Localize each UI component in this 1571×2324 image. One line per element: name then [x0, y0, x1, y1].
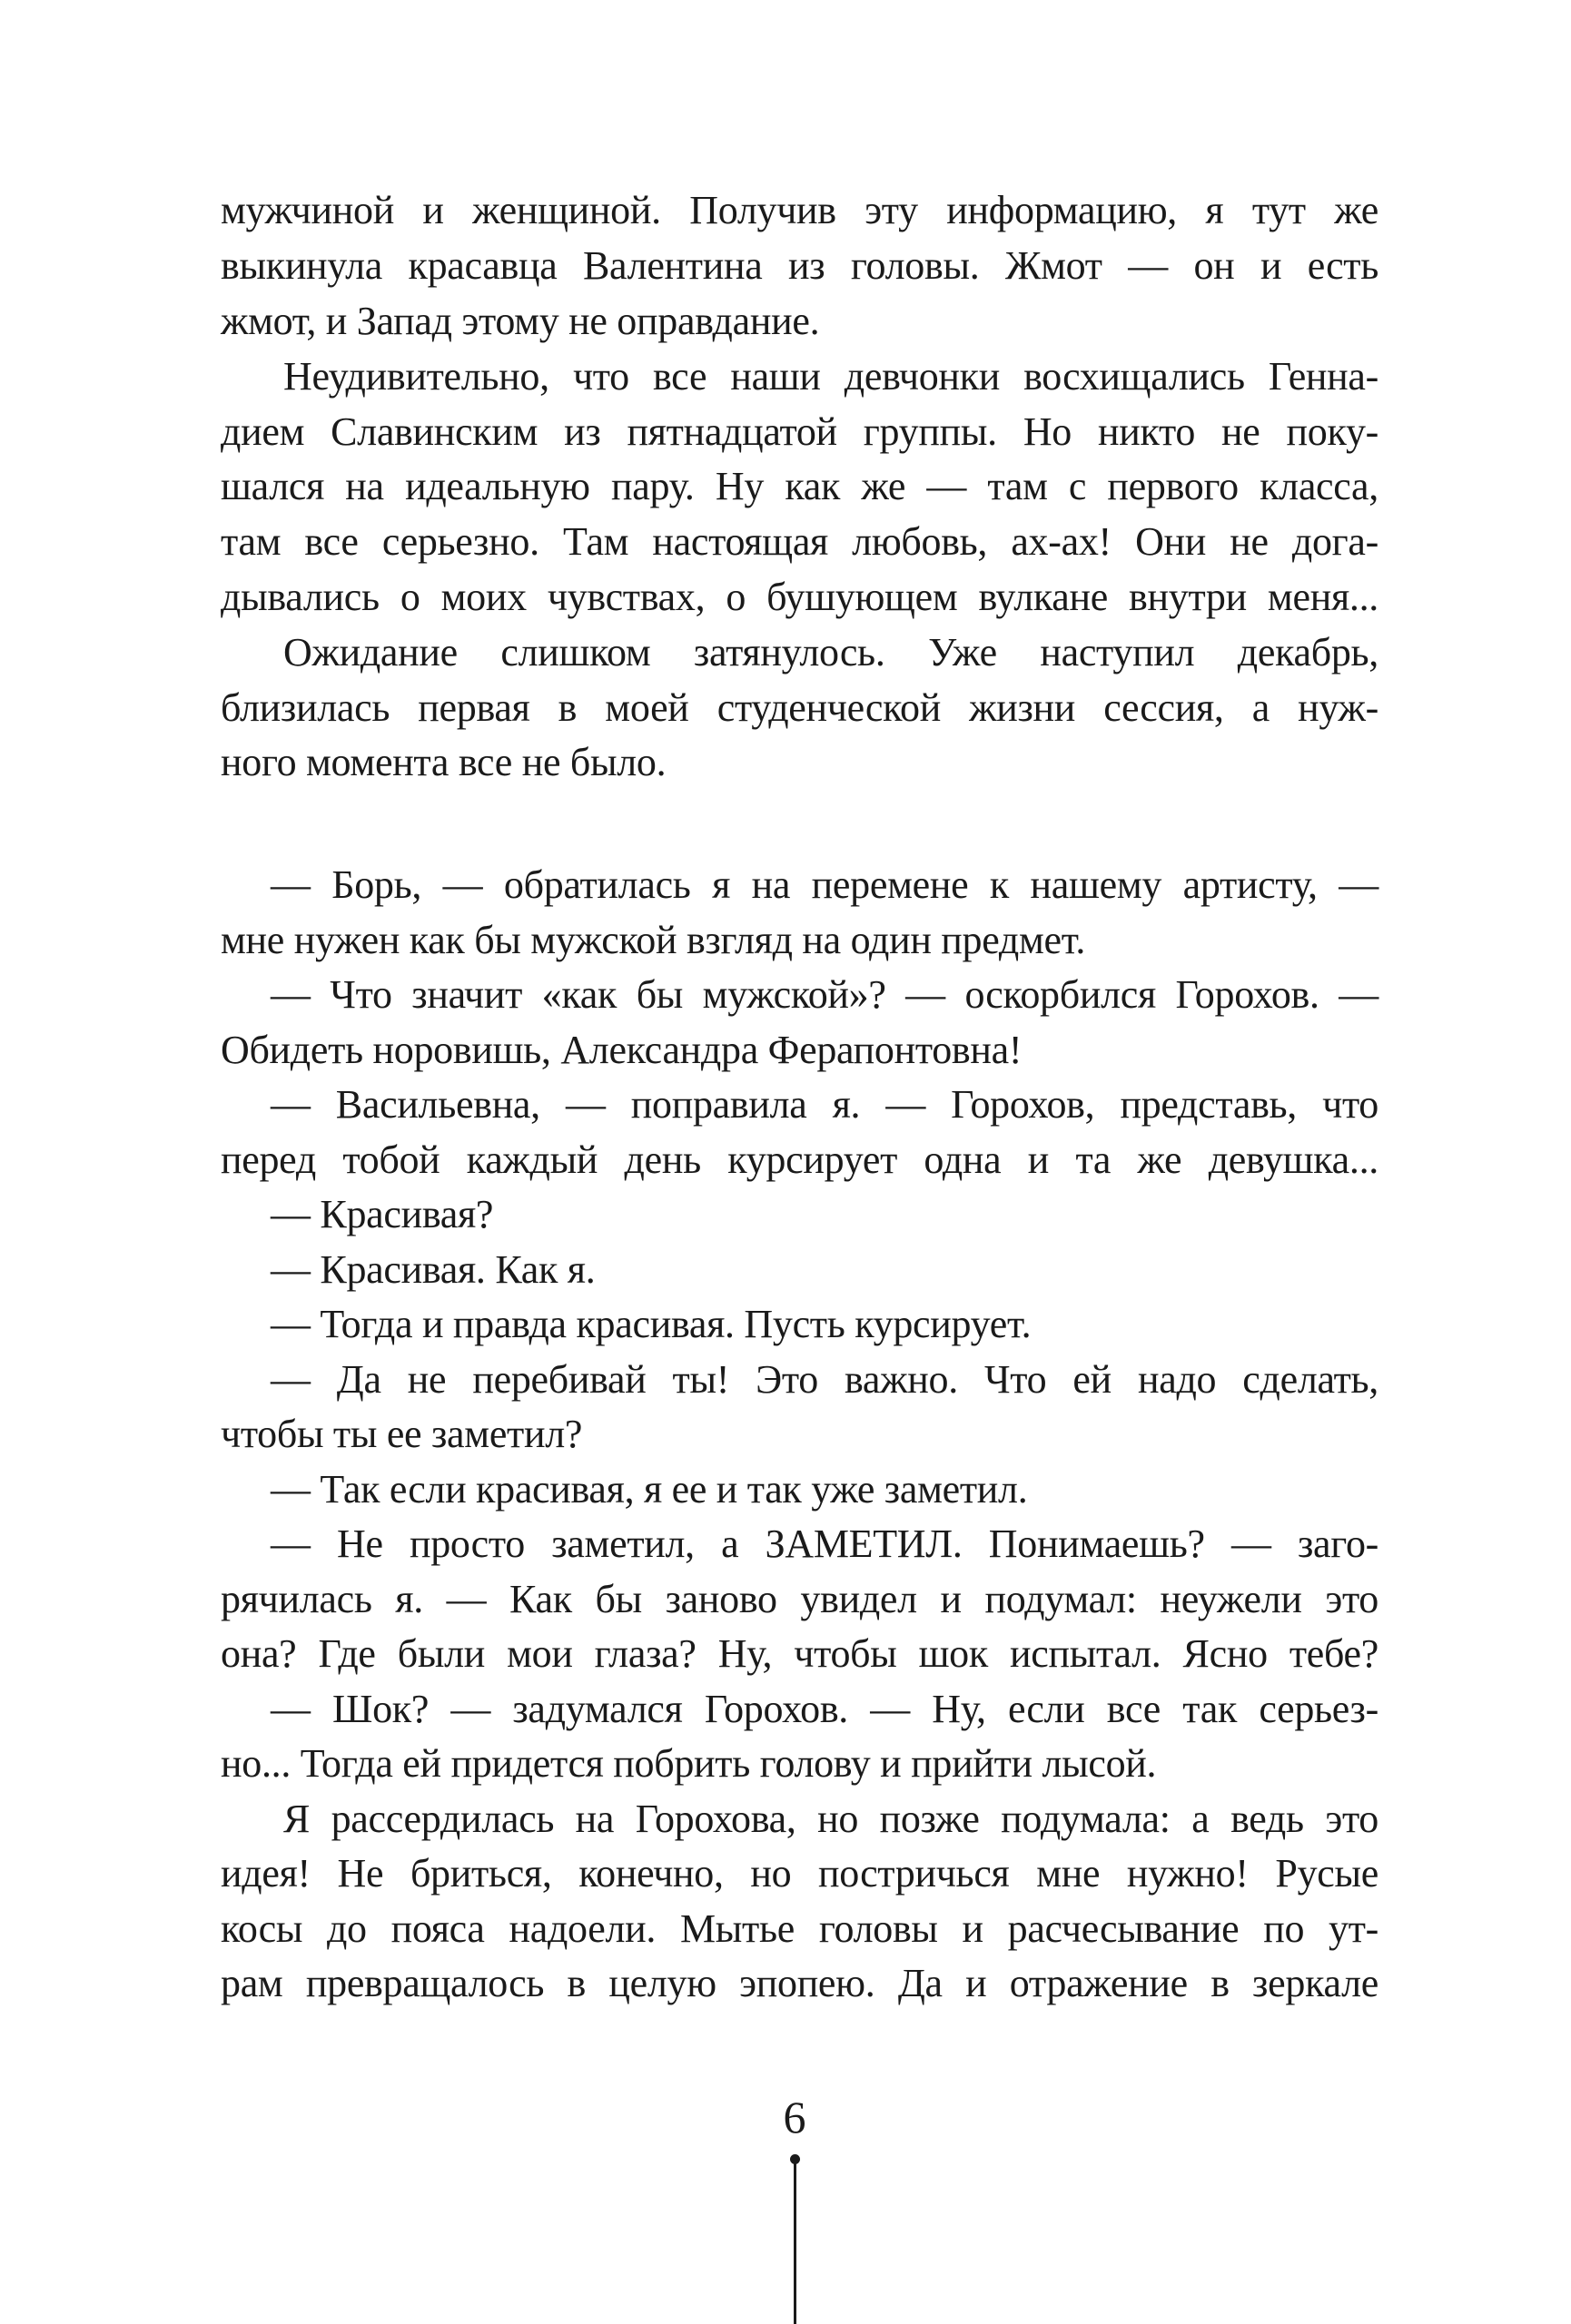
text-line: дием Славинским из пятнадцатой группы. Но никто не поку- [221, 409, 1378, 454]
text-line: близилась первая в моей студенческой жизни сессия, а нуж- [221, 685, 1378, 730]
folio-vertical-rule [794, 2159, 796, 2324]
text-line: Ожидание слишком затянулось. Уже наступил декабрь, [283, 630, 1378, 675]
text-line: дывались о моих чувствах, о бушующем вулкане внутри меня... [221, 575, 1378, 619]
text-line: Обидеть норовишь, Александра Ферапонтовна! [221, 1028, 1023, 1072]
dialogue-line: — Шок? — задумался Горохов. — Ну, если все так серьез- [271, 1687, 1378, 1731]
text-line: выкинула красавца Валентина из головы. Жмот — он и есть [221, 243, 1378, 288]
text-line: но... Тогда ей придется побрить голову и прийти лысой. [221, 1741, 1157, 1786]
dialogue-line: — Так если красивая, я ее и так уже заметил. [271, 1467, 1028, 1512]
dialogue-line: — Красивая? [271, 1192, 494, 1236]
dialogue-line: — Васильевна, — поправила я. — Горохов, представь, что [271, 1082, 1378, 1127]
text-line: Неудивительно, что все наши девчонки восхищались Генна- [283, 354, 1378, 399]
text-line: чтобы ты ее заметил? [221, 1412, 583, 1456]
text-line: рам превращалось в целую эпопею. Да и отражение в зеркале [221, 1961, 1378, 2005]
dialogue-line: — Красивая. Как я. [271, 1247, 596, 1292]
page-number: 6 [783, 2092, 806, 2142]
text-line: косы до пояса надоели. Мытье головы и расчесывание по ут- [221, 1906, 1378, 1951]
text-line: рячилась я. — Как бы заново увидел и подумал: неужели это [221, 1577, 1378, 1621]
text-line: там все серьезно. Там настоящая любовь, ах-ах! Они не дога- [221, 519, 1378, 564]
text-line: ного момента все не было. [221, 740, 667, 784]
text-line: она? Где были мои глаза? Ну, чтобы шок испытал. Ясно тебе? [221, 1631, 1378, 1676]
text-line: перед тобой каждый день курсирует одна и та же девушка... [221, 1137, 1378, 1182]
text-line: идея! Не бриться, конечно, но постричься мне нужно! Русые [221, 1851, 1378, 1896]
dialogue-line: — Тогда и правда красивая. Пусть курсирует. [271, 1302, 1032, 1346]
text-line: жмот, и Запад этому не оправдание. [221, 299, 820, 343]
dialogue-line: — Что значит «как бы мужской»? — оскорбился Горохов. — [271, 972, 1378, 1017]
text-line: шался на идеальную пару. Ну как же — там с первого класса, [221, 464, 1378, 508]
text-line: мне нужен как бы мужской взгляд на один предмет. [221, 918, 1086, 962]
text-line: мужчиной и женщиной. Получив эту информацию, я тут же [221, 188, 1378, 232]
dialogue-line: — Борь, — обратилась я на перемене к нашему артисту, — [271, 862, 1378, 907]
dialogue-line: — Не просто заметил, а ЗАМЕТИЛ. Понимаешь? — заго- [271, 1521, 1378, 1566]
dialogue-line: — Да не перебивай ты! Это важно. Что ей надо сделать, [271, 1357, 1378, 1402]
text-line: Я рассердилась на Горохова, но позже подумала: а ведь это [283, 1797, 1378, 1841]
